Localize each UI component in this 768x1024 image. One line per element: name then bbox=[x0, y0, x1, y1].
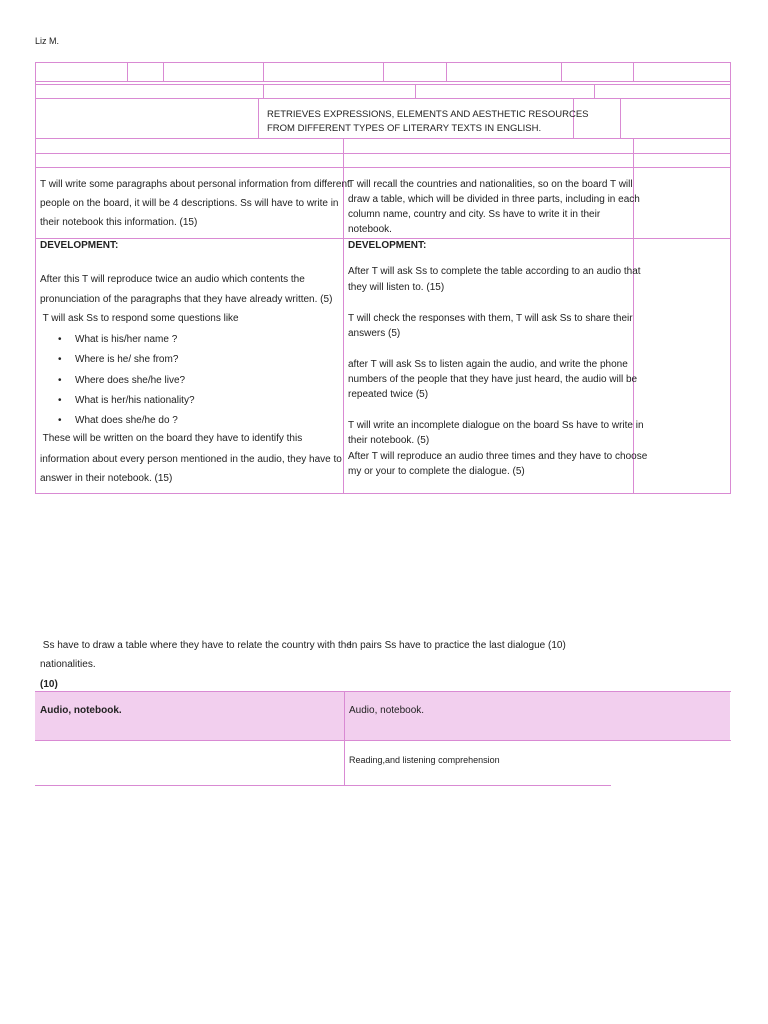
text-line: information about every person mentioned in the audio, they have to bbox=[40, 454, 342, 465]
list-item: • What is her/his nationality? bbox=[58, 391, 195, 411]
right-evaluation: Reading,and listening comprehension bbox=[349, 755, 500, 765]
text-line: their notebook. (5) bbox=[348, 435, 430, 446]
text-line: After T will ask Ss to complete the table according to an audio that bbox=[348, 266, 641, 277]
text-line: T will write an incomplete dialogue on the board Ss have to write in bbox=[348, 420, 644, 431]
text-line: draw a table, which will be divided in three parts, including in each bbox=[348, 194, 640, 205]
text-line: notebook. bbox=[348, 224, 392, 235]
text-line: T will check the responses with them, T will ask Ss to share their bbox=[348, 313, 633, 324]
left-closing-line-1: Ss have to draw a table where they have to relate the country with the bbox=[40, 640, 352, 651]
right-closing: In pairs Ss have to practice the last dialogue (10) bbox=[349, 640, 566, 651]
left-closing-line-2: nationalities. bbox=[40, 659, 96, 670]
left-closing-score: (10) bbox=[40, 679, 58, 690]
left-development-title: DEVELOPMENT: bbox=[40, 240, 119, 251]
list-item: • What does she/he do ? bbox=[58, 411, 195, 431]
text-line: numbers of the people that they have just heard, the audio will be bbox=[348, 374, 638, 385]
text-line: These will be written on the board they have to identify this bbox=[40, 433, 303, 444]
text-line: After this T will reproduce twice an audio which contents the bbox=[40, 274, 305, 285]
left-resources: Audio, notebook. bbox=[40, 705, 122, 716]
text-line: after T will ask Ss to listen again the audio, and write the phone bbox=[348, 359, 628, 370]
list-item: • What is his/her name ? bbox=[58, 330, 195, 350]
text-line: people on the board, it will be 4 descriptions. Ss will have to write in bbox=[40, 198, 339, 209]
text-line: their notebook this information. (15) bbox=[40, 217, 198, 228]
list-item: • Where is he/ she from? bbox=[58, 350, 195, 370]
author-name: Liz M. bbox=[35, 36, 60, 46]
text-line: answers (5) bbox=[348, 328, 401, 339]
objective-line-2: FROM DIFFERENT TYPES OF LITERARY TEXTS IN ENGLISH. bbox=[267, 123, 542, 134]
text-line: pronunciation of the paragraphs that they have already written. (5) bbox=[40, 294, 333, 305]
text-line: T will write some paragraphs about personal information from different bbox=[40, 179, 350, 190]
text-line: they will listen to. (15) bbox=[348, 282, 445, 293]
right-development-title: DEVELOPMENT: bbox=[348, 240, 427, 251]
text-line: T will ask Ss to respond some questions like bbox=[40, 313, 239, 324]
objective-line-1: RETRIEVES EXPRESSIONS, ELEMENTS AND AESTHETIC RESOURCES bbox=[267, 109, 589, 120]
list-item: • Where does she/he live? bbox=[58, 371, 195, 391]
question-list bbox=[58, 330, 195, 431]
right-resources: Audio, notebook. bbox=[349, 705, 425, 716]
text-line: After T will reproduce an audio three times and they have to choose bbox=[348, 451, 648, 462]
text-line: repeated twice (5) bbox=[348, 389, 429, 400]
text-line: my or your to complete the dialogue. (5) bbox=[348, 466, 525, 477]
text-line: T will recall the countries and nationalities, so on the board T will bbox=[348, 179, 633, 190]
text-line: answer in their notebook. (15) bbox=[40, 473, 173, 484]
text-line: column name, country and city. Ss have to write it in their bbox=[348, 209, 601, 220]
